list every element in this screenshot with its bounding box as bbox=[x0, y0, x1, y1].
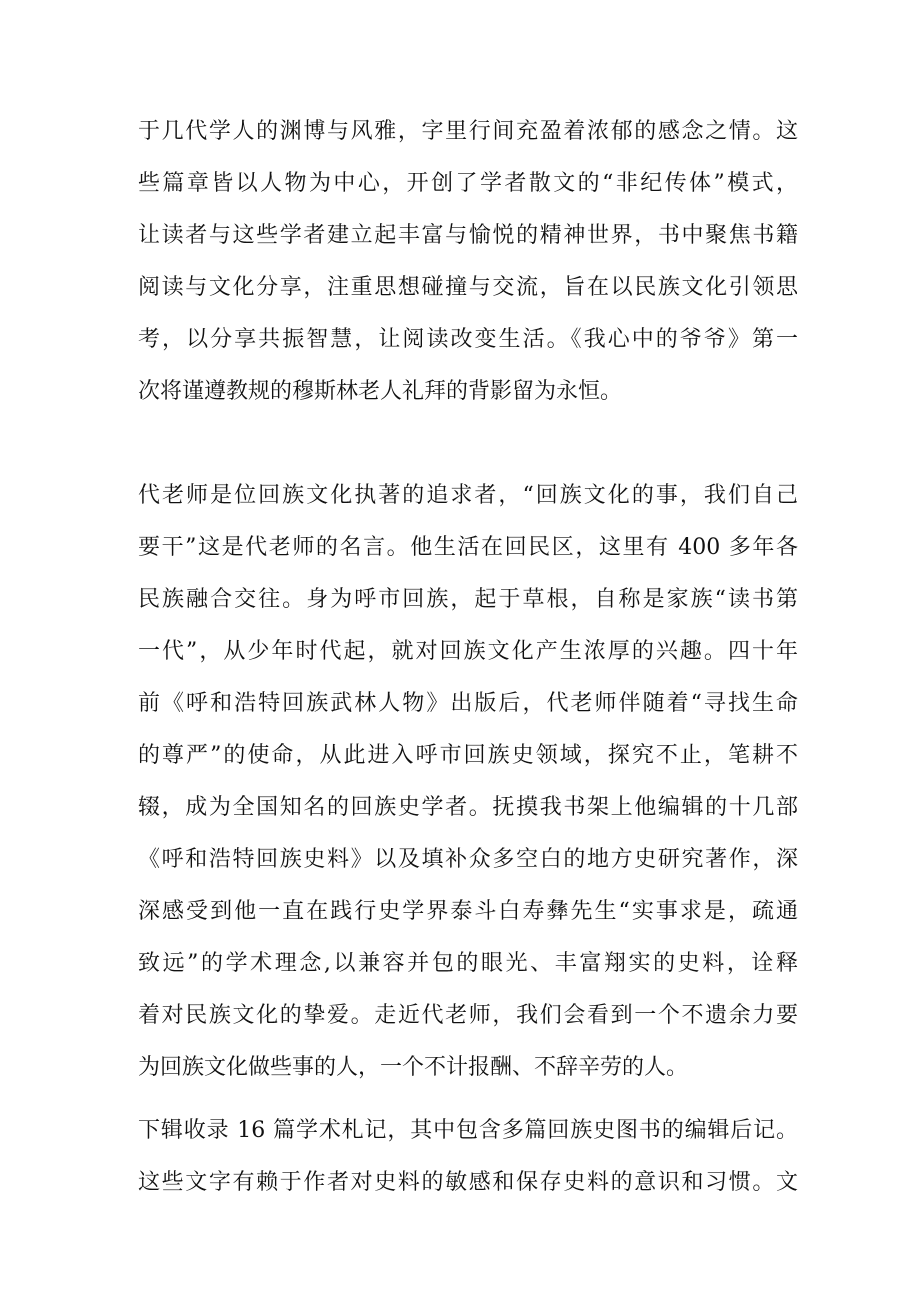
text-line: 下辑收录 16 篇学术札记，其中包含多篇回族史图书的编辑后记。 bbox=[138, 1118, 798, 1143]
text-line: 一代”，从少年时代起，就对回族文化产生浓厚的兴趣。四十年 bbox=[138, 639, 798, 664]
text-line: 致远”的学术理念,以兼容并包的眼光、丰富翔实的史料，诠释 bbox=[138, 951, 798, 976]
text-line: 深感受到他一直在践行史学界泰斗白寿彝先生“实事求是，疏通 bbox=[138, 899, 798, 924]
text-line: 要干”这是代老师的名言。他生活在回民区，这里有 400 多年各 bbox=[138, 535, 798, 560]
text-line: 辍，成为全国知名的回族史学者。抚摸我书架上他编辑的十几部 bbox=[138, 795, 798, 820]
paragraph-3 bbox=[138, 1105, 798, 1209]
text-line: 着对民族文化的挚爱。走近代老师，我们会看到一个不遗余力要 bbox=[138, 1003, 798, 1028]
paragraph-2 bbox=[138, 470, 798, 1094]
text-line: 代老师是位回族文化执著的追求者，“回族文化的事，我们自己 bbox=[138, 483, 798, 508]
paragraph-1 bbox=[138, 106, 798, 418]
text-line: 的尊严”的使命，从此进入呼市回族史领域，探究不止，笔耕不 bbox=[138, 743, 798, 768]
text-line: 次将谨遵教规的穆斯林老人礼拜的背影留为永恒。 bbox=[138, 379, 623, 404]
text-line: 《呼和浩特回族史料》以及填补众多空白的地方史研究著作，深 bbox=[138, 847, 798, 872]
text-line: 于几代学人的渊博与风雅，字里行间充盈着浓郁的感念之情。这 bbox=[138, 119, 798, 144]
text-line: 考，以分享共振智慧，让阅读改变生活。《我心中的爷爷》第一 bbox=[138, 327, 798, 352]
text-line: 些篇章皆以人物为中心，开创了学者散文的“非纪传体”模式， bbox=[138, 171, 798, 196]
text-line: 为回族文化做些事的人，一个不计报酬、不辞辛劳的人。 bbox=[138, 1055, 689, 1080]
text-line: 阅读与文化分享，注重思想碰撞与交流，旨在以民族文化引领思 bbox=[138, 275, 798, 300]
text-line: 民族融合交往。身为呼市回族，起于草根，自称是家族“读书第 bbox=[138, 587, 798, 612]
text-line: 让读者与这些学者建立起丰富与愉悦的精神世界，书中聚焦书籍 bbox=[138, 223, 798, 248]
text-line: 这些文字有赖于作者对史料的敏感和保存史料的意识和习惯。文 bbox=[138, 1170, 798, 1195]
text-line: 前《呼和浩特回族武林人物》出版后，代老师伴随着“寻找生命 bbox=[138, 691, 798, 716]
